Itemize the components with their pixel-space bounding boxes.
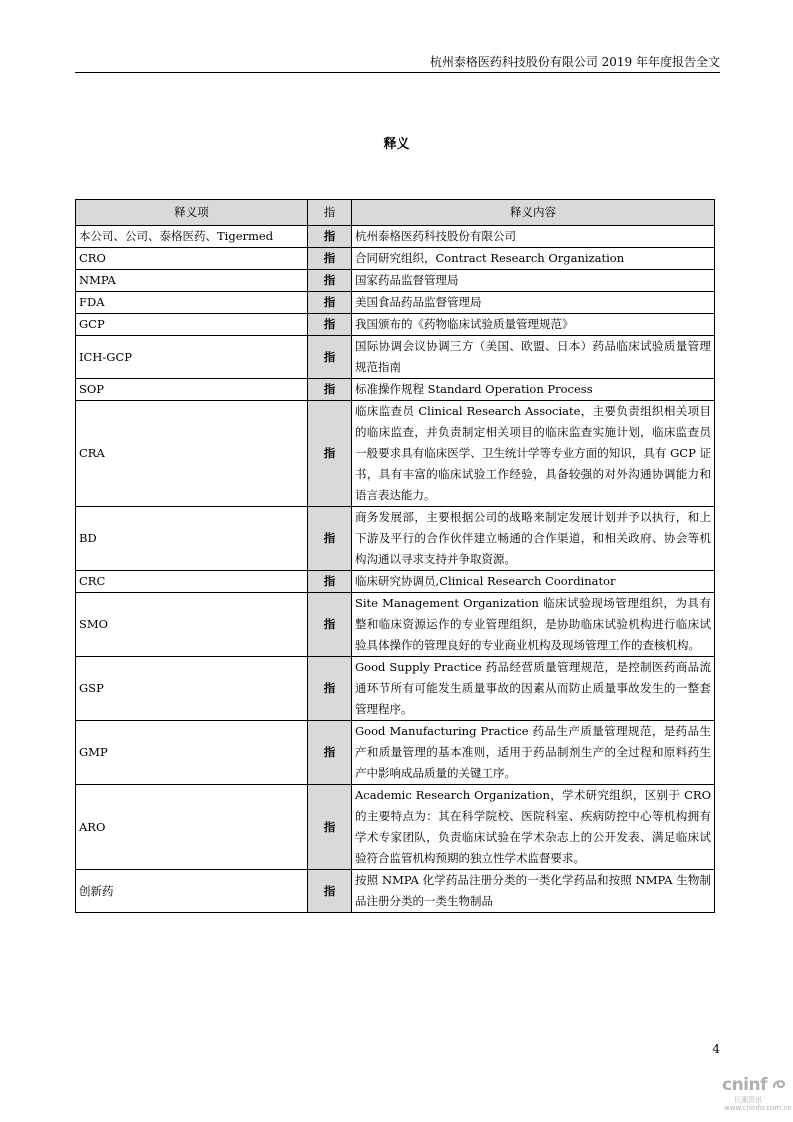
logo-url: www.cninfo.com.cn: [724, 1104, 792, 1112]
definition-cell: 国家药品监督管理局: [352, 270, 715, 292]
header-definition: 释义内容: [352, 200, 715, 226]
ref-cell: 指: [308, 571, 352, 593]
term-cell: CRA: [76, 401, 308, 507]
definition-cell: 美国食品药品监督管理局: [352, 292, 715, 314]
term-cell: FDA: [76, 292, 308, 314]
definition-cell: 我国颁布的《药物临床试验质量管理规范》: [352, 314, 715, 336]
definition-cell: 临床研究协调员,Clinical Research Coordinator: [352, 571, 715, 593]
definition-cell: Good Manufacturing Practice 药品生产质量管理规范，是药品生产和质量管理的基本准则，适用于药品制剂生产的全过程和原料药生产中影响成品质量的关键工序。: [352, 721, 715, 785]
logo-word: cninf: [722, 1075, 768, 1095]
term-cell: 本公司、公司、泰格医药、Tigermed: [76, 226, 308, 248]
ref-cell: 指: [308, 248, 352, 270]
definition-cell: Site Management Organization 临床试验现场管理组织，为具有整和临床资源运作的专业管理组织，是协助临床试验机构进行临床试验具体操作的管理良好的专业商业机构及现场管理工作的查核机构。: [352, 593, 715, 657]
definition-cell: 国际协调会议协调三方（美国、欧盟、日本）药品临床试验质量管理规范指南: [352, 336, 715, 379]
term-cell: ARO: [76, 785, 308, 870]
logo-chinese-name: 巨潮资讯: [734, 1096, 762, 1104]
table-row: [76, 270, 715, 292]
term-cell: 创新药: [76, 870, 308, 913]
term-cell: GMP: [76, 721, 308, 785]
term-cell: SMO: [76, 593, 308, 657]
definition-cell: 标准操作规程 Standard Operation Process: [352, 379, 715, 401]
table-row: [76, 785, 715, 870]
definition-cell: 临床监查员 Clinical Research Associate，主要负责组织相关项目的临床监查，并负责制定相关项目的临床监查实施计划，临床监查员一般要求具有临床医学、卫生统计学等专业方面的知识，具有 GCP 证书，具有丰富的临床试验工作经验，具备较强的对外沟通协调能力和语言表达能力。: [352, 401, 715, 507]
definition-cell: 按照 NMPA 化学药品注册分类的一类化学药品和按照 NMPA 生物制品注册分类的一类生物制品: [352, 870, 715, 913]
definition-cell: 合同研究组织，Contract Research Organization: [352, 248, 715, 270]
definitions-table: [75, 199, 715, 913]
term-cell: GCP: [76, 314, 308, 336]
table-row: [76, 226, 715, 248]
ref-cell: 指: [308, 785, 352, 870]
section-title: 释义: [383, 137, 410, 152]
ref-cell: 指: [308, 870, 352, 913]
table-row: [76, 379, 715, 401]
ref-cell: 指: [308, 507, 352, 571]
definition-cell: 商务发展部，主要根据公司的战略来制定发展计划并予以执行，和上下游及平行的合作伙伴建立畅通的合作渠道，和相关政府、协会等机构沟通以寻求支持并争取资源。: [352, 507, 715, 571]
table-row: [76, 593, 715, 657]
ref-cell: 指: [308, 336, 352, 379]
ref-cell: 指: [308, 379, 352, 401]
ref-cell: 指: [308, 721, 352, 785]
table-row: [76, 507, 715, 571]
header-term: 释义项: [76, 200, 308, 226]
cninfo-logo: [716, 1075, 791, 1115]
term-cell: NMPA: [76, 270, 308, 292]
table-row: [76, 571, 715, 593]
ref-cell: 指: [308, 314, 352, 336]
table-row: [76, 248, 715, 270]
term-cell: ICH-GCP: [76, 336, 308, 379]
table-row: [76, 657, 715, 721]
header-divider: [75, 72, 720, 73]
logo-swirl-icon: [772, 1077, 786, 1091]
page-number: 4: [712, 1042, 720, 1056]
ref-cell: 指: [308, 401, 352, 507]
ref-cell: 指: [308, 270, 352, 292]
ref-cell: 指: [308, 226, 352, 248]
term-cell: BD: [76, 507, 308, 571]
table-header-row: [76, 200, 715, 226]
table-row: [76, 721, 715, 785]
term-cell: SOP: [76, 379, 308, 401]
report-header-title: 杭州泰格医药科技股份有限公司 2019 年年度报告全文: [429, 55, 720, 69]
term-cell: GSP: [76, 657, 308, 721]
definition-cell: Academic Research Organization，学术研究组织，区别于 CRO 的主要特点为：其在科学院校、医院科室、疾病防控中心等机构拥有学术专家团队，负责临床试验在学术杂志上的公开发表、满足临床试验符合监管机构预期的独立性学术监督要求。: [352, 785, 715, 870]
term-cell: CRO: [76, 248, 308, 270]
table-body: [76, 226, 715, 913]
table-row: [76, 292, 715, 314]
table-row: [76, 401, 715, 507]
table-row: [76, 314, 715, 336]
definition-cell: Good Supply Practice 药品经营质量管理规范，是控制医药商品流通环节所有可能发生质量事故的因素从而防止质量事故发生的一整套管理程序。: [352, 657, 715, 721]
ref-cell: 指: [308, 657, 352, 721]
table-row: [76, 870, 715, 913]
table-row: [76, 336, 715, 379]
term-cell: CRC: [76, 571, 308, 593]
ref-cell: 指: [308, 593, 352, 657]
definition-cell: 杭州泰格医药科技股份有限公司: [352, 226, 715, 248]
header-ref: 指: [308, 200, 352, 226]
ref-cell: 指: [308, 292, 352, 314]
